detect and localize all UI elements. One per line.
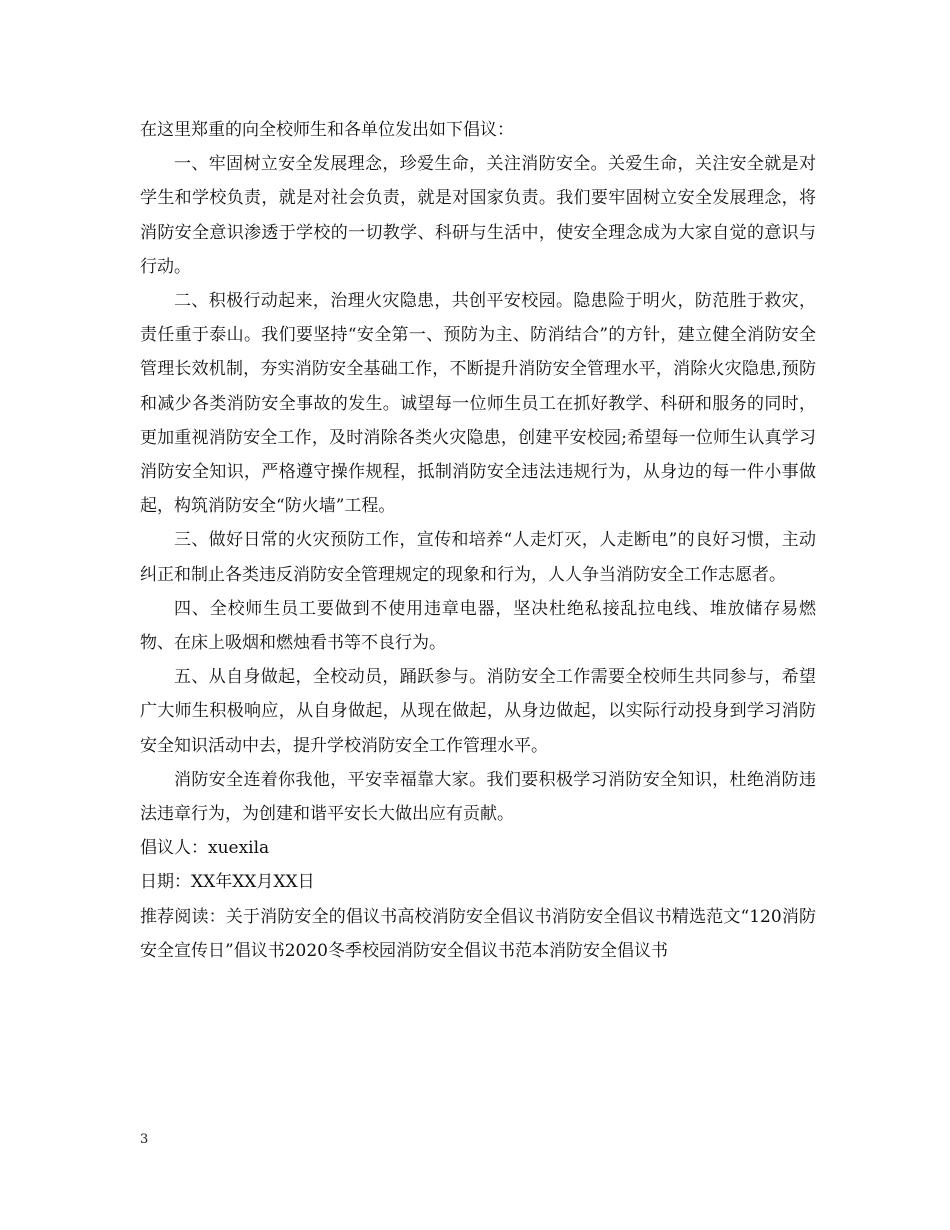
- paragraph-1: 一、牢固树立安全发展理念，珍爱生命，关注消防安全。关爱生命，关注安全就是对学生和学校负责，就是对社会负责，就是对国家负责。我们要牢固树立安全发展理念，将消防安全意识渗透于学校的一切教学、科研与生活中，使安全理念成为大家自觉的意识与行动。: [140, 154, 816, 277]
- document-body: [140, 113, 816, 968]
- paragraph-4: 四、全校师生员工要做到不使用违章电器，坚决杜绝私接乱拉电线、堆放储存易燃物、在床上吸烟和燃烛看书等不良行为。: [140, 598, 816, 654]
- paragraph-2: 二、积极行动起来，治理火灾隐患，共创平安校园。隐患险于明火，防范胜于救灾，责任重于泰山。我们要坚持“安全第一、预防为主、防消结合”的方针，建立健全消防安全管理长效机制，夯实消防安全基础工作，不断提升消防安全管理水平，消除火灾隐患,预防和减少各类消防安全事故的发生。诚望每一位师生员工在抓好教学、科研和服务的同时，更加重视消防安全工作，及时消除各类火灾隐患，创建平安校园;希望每一位师生认真学习消防安全知识，严格遵守操作规程，抵制消防安全违法违规行为，从身边的每一件小事做起，构筑消防安全“防火墙”工程。: [140, 291, 816, 517]
- page-number: 3: [140, 1132, 149, 1147]
- paragraph-3: 三、做好日常的火灾预防工作，宣传和培养“人走灯灭，人走断电”的良好习惯，主动纠正和制止各类违反消防安全管理规定的现象和行为，人人争当消防安全工作志愿者。: [140, 530, 816, 585]
- proposer-line: 倡议人：xuexila: [140, 838, 270, 859]
- paragraph-5: 五、从自身做起，全校动员，踊跃参与。消防安全工作需要全校师生共同参与，希望广大师生积极响应，从自身做起，从现在做起，从身边做起，以实际行动投身到学习消防安全知识活动中去，提升学校消防安全工作管理水平。: [140, 667, 816, 756]
- date-line: 日期：XX年XX月XX日: [140, 872, 315, 893]
- intro-line: 在这里郑重的向全校师生和各单位发出如下倡议：: [140, 120, 514, 140]
- recommended-reading: 推荐阅读：关于消防安全的倡议书高校消防安全倡议书消防安全倡议书精选范文“120消防安全宣传日”倡议书2020冬季校园消防安全倡议书范本消防安全倡议书: [140, 906, 816, 961]
- closing-paragraph: 消防安全连着你我他，平安幸福靠大家。我们要积极学习消防安全知识，杜绝消防违法违章行为，为创建和谐平安长大做出应有贡献。: [140, 769, 816, 825]
